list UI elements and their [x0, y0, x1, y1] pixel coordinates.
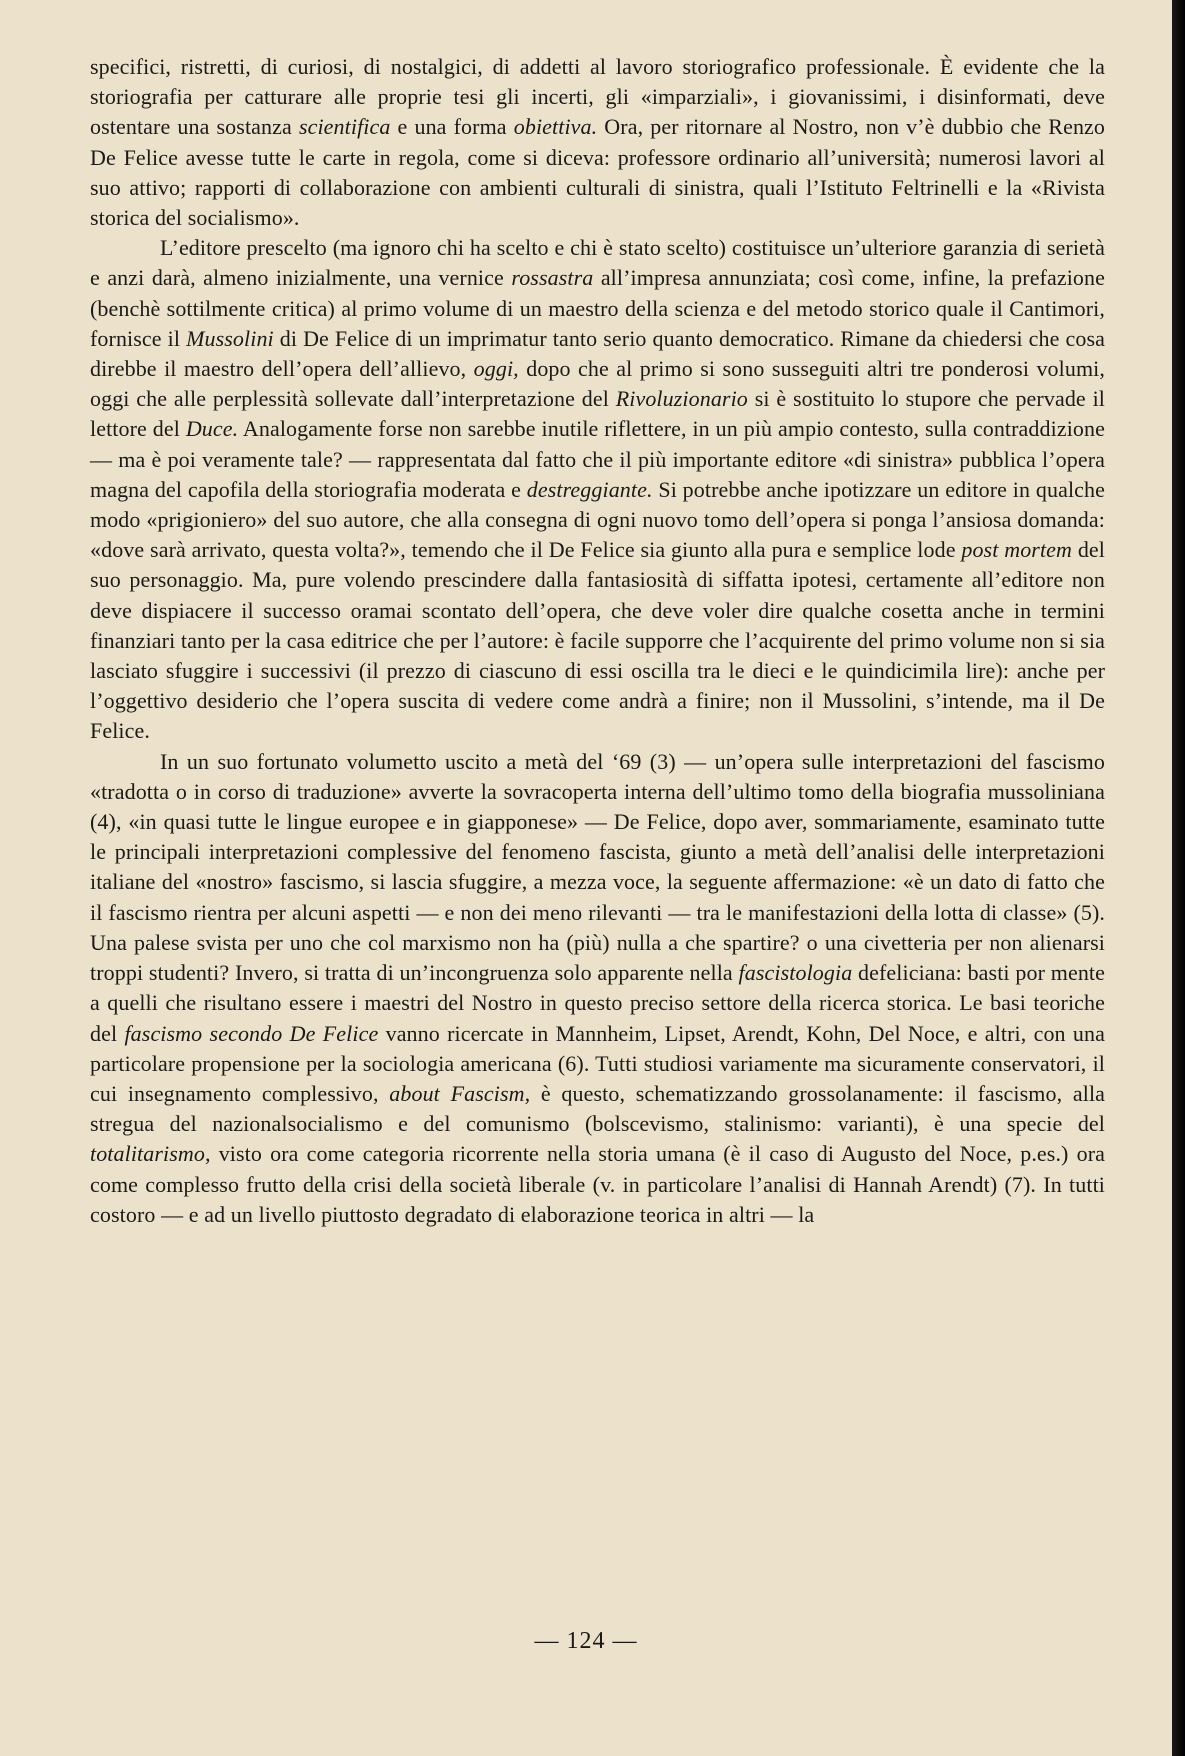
text-run: e una forma: [390, 114, 514, 140]
text-run: L’editore prescelto (ma ignoro chi ha scelto e chi è stato scelto) costituisce un’ulteriore garanzia di serietà e anzi darà, almeno inizialmente, una vernice: [90, 235, 1105, 291]
text-run: all’impresa annunziata; così come, infine, la prefazione (benchè sottilmente critica) al primo volume di un maestro della scienza e del metodo storico quale il Cantimori, fornisce il: [90, 265, 1105, 351]
text-run: di De Felice di un imprimatur tanto serio quanto democratico. Rimane da chiedersi che cosa direbbe il maestro dell’opera dell’allievo,: [90, 325, 1106, 382]
text-run: Analogamente forse non sarebbe inutile riflettere, in un più ampio contesto, sulla contraddizione — ma è poi veramente tale? — rappresentata dal fatto che il più importante editore «di sinistra» pubblica l’opera magna del capofila della storiografia moderata e: [90, 416, 1105, 502]
text-run: defeliciana: basti por mente a quelli che risultano essere i maestri del Nostro in questo preciso settore della ricerca storica. Le basi teoriche del: [90, 960, 1105, 1046]
paragraph: [90, 747, 1105, 1230]
italic-run: obiettiva.: [513, 114, 598, 140]
page-number: — 124 —: [534, 1628, 638, 1654]
text-run: Si potrebbe anche ipotizzare un editore in qualche modo «prigioniero» del suo autore, che alla consegna di ogni nuovo tomo dell’opera si ponga l’ansiosa domanda: «dove sarà arrivato, questa volta?», temendo che il De Felice sia giunto alla pura e semplice lode: [90, 476, 1105, 563]
text-run: è questo, schematizzando grossolanamente: il fascismo, alla stregua del nazionalsocialismo e del comunismo (bolscevismo, stalinismo: varianti), è una specie del: [90, 1080, 1106, 1137]
italic-run: scientifica: [298, 114, 391, 140]
italic-run: destreggiante.: [526, 476, 653, 502]
text-run: visto ora come categoria ricorrente nella storia umana (è il caso di Augusto del Noce, p.es.) ora come complesso frutto della crisi della società liberale (v. in particolare l’analisi di Hannah Arendt) (7). In tutti costoro — e ad un livello piuttosto degradato di elaborazione teorica in altri — la: [90, 1141, 1105, 1227]
italic-run: totalitarismo,: [90, 1141, 211, 1167]
italic-run: about Fascism,: [389, 1080, 531, 1106]
italic-run: post mortem: [961, 537, 1073, 563]
paragraph: [90, 233, 1105, 746]
page-edge-shadow: [1172, 0, 1185, 1756]
text-run: vanno ricercate in Mannheim, Lipset, Arendt, Kohn, Del Noce, e altri, con una particolare propensione per la sociologia americana (6). Tutti studiosi variamente ma sicuramente conservatori, il cui insegnamento complessivo,: [90, 1020, 1105, 1106]
body-text: [90, 52, 1105, 1230]
italic-run: Duce.: [185, 416, 239, 442]
text-run: specifici, ristretti, di curiosi, di nostalgici, di addetti al lavoro storiografico professionale. È evidente che la storiografia per catturare alle proprie tesi gli incerti, gli «imparziali», i giovanissimi, i disinformati, deve ostentare una sostanza: [90, 54, 1105, 140]
paragraph: [90, 52, 1105, 233]
text-run: dopo che al primo si sono susseguiti altri tre ponderosi volumi, oggi che alle perplessità sollevate dall’interpretazione del: [90, 356, 1105, 412]
italic-run: fascismo secondo De Felice: [124, 1020, 379, 1046]
italic-run: Rivoluzionario: [615, 386, 748, 412]
italic-run: fascistologia: [738, 960, 853, 986]
text-run: In un suo fortunato volumetto uscito a metà del ‘69 (3) — un’opera sulle interpretazioni del fascismo «tradotta o in corso di traduzione» avverte la sovracoperta interna dell’ultimo tomo della biografia mussoliniana (4), «in quasi tutte le lingue europee e in giapponese» — De Felice, dopo aver, sommariamente, esaminato tutte le principali interpretazioni complessive del fenomeno fascista, giunto a metà dell’analisi delle interpretazioni italiane del «nostro» fascismo, si lascia sfuggire, a mezza voce, la seguente affermazione: «è un dato di fatto che il fascismo rientra per alcuni aspetti — e non dei meno rilevanti — tra le manifestazioni della lotta di classe» (5). Una palese svista per uno che col marxismo non ha (più) nulla a che spartire? o una civetteria per non alienarsi troppi studenti? Invero, si tratta di un’incongruenza solo apparente nella: [90, 748, 1105, 986]
text-run: del suo personaggio. Ma, pure volendo prescindere dalla fantasiosità di siffatta ipotesi, certamente all’editore non deve dispiacere il successo oramai scontato dell’opera, che deve voler dire qualche cosetta anche in termini finanziari tanto per la casa editrice che per l’autore: è facile supporre che l’acquirente del primo volume non si sia lasciato sfuggire i successivi (il prezzo di ciascuno di essi oscilla tra le dieci e le quindicimila lire): anche per l’oggettivo desiderio che l’opera suscita di vedere come andrà a finire; non il Mussolini, s’intende, ma il De Felice.: [90, 537, 1106, 744]
italic-run: rossastra: [511, 265, 594, 291]
italic-run: oggi,: [473, 356, 519, 382]
italic-run: Mussolini: [186, 325, 274, 351]
text-run: Ora, per ritornare al Nostro, non v’è dubbio che Renzo De Felice avesse tutte le carte in regola, come si diceva: professore ordinario all’università; numerosi lavori al suo attivo; rapporti di collaborazione con ambienti culturali di sinistra, quali l’Istituto Feltrinelli e la «Rivista storica del socialismo».: [90, 114, 1106, 231]
text-run: si è sostituito lo stupore che pervade il lettore del: [90, 386, 1105, 442]
